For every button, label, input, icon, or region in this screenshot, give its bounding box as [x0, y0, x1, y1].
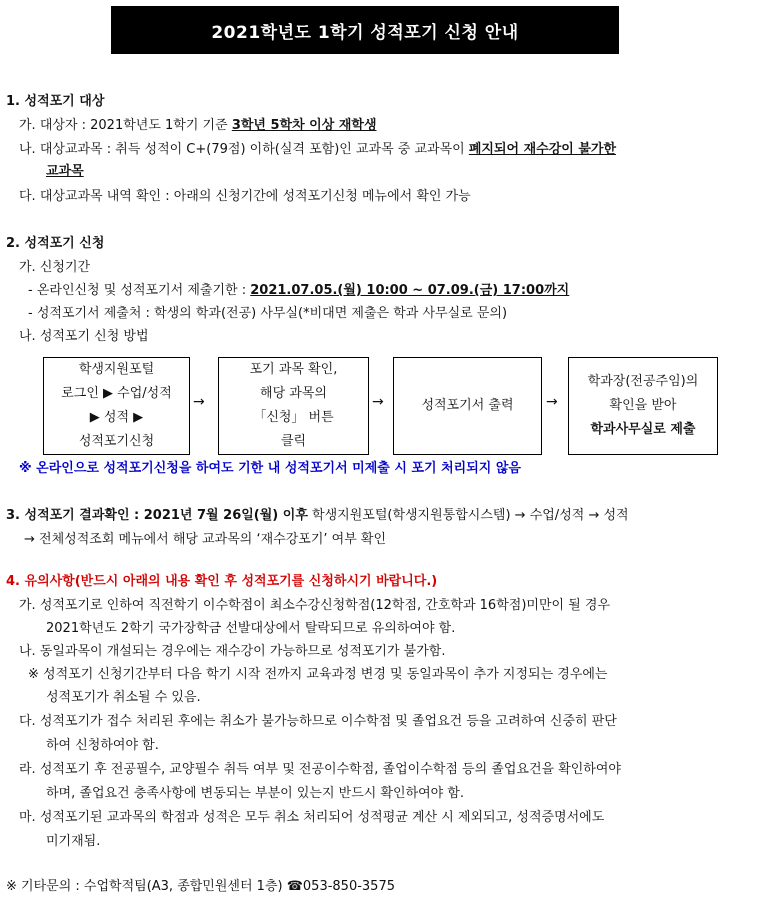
- section4-item-da-cont: 하여 신청하여야 함.: [46, 738, 159, 753]
- section3-line1: [6, 506, 629, 526]
- section3-line2: → 전체성적조회 메뉴에서 해당 교과목의 ‘재수강포기’ 여부 확인: [24, 532, 387, 547]
- section3-heading: 3. 성적포기 결과확인 : 2021년 7월 26일(월) 이후: [6, 508, 308, 523]
- section1-na-text: 나. 대상교과목 : 취득 성적이 C+(79점) 이하(실격 포함)인 교과목 중 교과목이: [19, 142, 469, 157]
- section4-item-ma-cont: 미기재됨.: [46, 834, 101, 849]
- section1-item-ga: [19, 116, 377, 136]
- flow-step-2-line: 「신청」 버튼: [253, 410, 334, 425]
- section4-item-ra: 라. 성적포기 후 전공필수, 교양필수 취득 여부 및 전공이수학점, 졸업이수학점 등의 졸업요건을 확인하여야: [19, 762, 621, 777]
- flow-step-2-line: 클릭: [280, 434, 307, 449]
- flow-step-4-line: 학과장(전공주임)의: [587, 374, 699, 389]
- section4-note: ※ 성적포기 신청기간부터 다음 학기 시작 전까지 교육과정 변경 및 동일과목이 추가 지정되는 경우에는: [28, 667, 608, 682]
- flow-step-2: [218, 357, 369, 455]
- flow-step-3-line: 성적포기서 출력: [421, 398, 514, 413]
- section1-na-emphasis: 폐지되어 재수강이 불가한: [468, 142, 617, 157]
- section4-item-da: 다. 성적포기가 접수 처리된 후에는 취소가 불가능하므로 이수학점 및 졸업요건 등을 고려하여 신중히 판단: [19, 714, 617, 729]
- flow-step-1-line: 로그인 ▶ 수업/성적: [61, 386, 172, 401]
- section1-na-emphasis-cont: 교과목: [46, 164, 84, 179]
- section4-item-ra-cont: 하며, 졸업요건 충족사항에 변동되는 부분이 있는지 반드시 확인하여야 함.: [46, 786, 465, 801]
- contact-info: ※ 기타문의 : 수업학적팀(A3, 종합민원센터 1층) ☎053-850-3575: [6, 879, 395, 894]
- section1-ga-text: 가. 대상자 : 2021학년도 1학기 기준: [19, 118, 232, 133]
- section4-item-ma: 마. 성적포기된 교과목의 학점과 성적은 모두 취소 처리되어 성적평균 계산 시 제외되고, 성적증명서에도: [19, 810, 605, 825]
- page-title: 2021학년도 1학기 성적포기 신청 안내: [111, 6, 619, 54]
- section2-item-ga: 가. 신청기간: [19, 260, 91, 275]
- flow-arrow: →: [372, 394, 384, 410]
- flow-step-1-line: 성적포기신청: [78, 434, 155, 449]
- section2-note: ※ 온라인으로 성적포기신청을 하여도 기한 내 성적포기서 미제출 시 포기 처리되지 않음: [19, 461, 521, 476]
- section2-heading: 2. 성적포기 신청: [6, 236, 105, 251]
- flow-step-2-line: 포기 과목 확인,: [249, 362, 338, 377]
- section2-deadline: [28, 281, 569, 301]
- flow-step-4-emphasis: 학과사무실로 제출: [590, 422, 696, 437]
- section4-item-na: 나. 동일과목이 개설되는 경우에는 재수강이 가능하므로 성적포기가 불가함.: [19, 644, 446, 659]
- section1-ga-emphasis: 3학년 5학차 이상 재학생: [231, 118, 377, 133]
- section4-item-ga: 가. 성적포기로 인하여 직전학기 이수학점이 최소수강신청학점(12학점, 간호학과 16학점)미만이 될 경우: [19, 598, 611, 613]
- section2-deadline-value: 2021.07.05.(월) 10:00 ~ 07.09.(금) 17:00까지: [250, 283, 570, 298]
- section1-heading: 1. 성적포기 대상: [6, 94, 105, 109]
- section1-item-da: 다. 대상교과목 내역 확인 : 아래의 신청기간에 성적포기신청 메뉴에서 확인 가능: [19, 189, 471, 204]
- section4-note-cont: 성적포기가 취소될 수 있음.: [46, 690, 201, 705]
- flow-step-3: [393, 357, 542, 455]
- section1-item-na: [19, 140, 616, 160]
- section3-path: 학생지원포털(학생지원통합시스템) → 수업/성적 → 성적: [307, 508, 629, 523]
- flow-step-2-line: 해당 과목의: [260, 386, 327, 401]
- section2-item-na: 나. 성적포기 신청 방법: [19, 329, 149, 344]
- flow-step-4-line: 확인을 받아: [609, 398, 677, 413]
- flow-arrow: →: [546, 394, 558, 410]
- flow-step-1-line: 학생지원포털: [78, 362, 155, 377]
- flow-arrow: →: [193, 394, 205, 410]
- flow-step-4: [568, 357, 718, 455]
- flow-step-1: [43, 357, 190, 455]
- section4-heading: 4. 유의사항(반드시 아래의 내용 확인 후 성적포기를 신청하시기 바랍니다.): [6, 574, 438, 589]
- section4-item-ga-cont: 2021학년도 2학기 국가장학금 선발대상에서 탈락되므로 유의하여야 함.: [46, 621, 456, 636]
- section2-submission-place: - 성적포기서 제출처 : 학생의 학과(전공) 사무실(*비대면 제출은 학과 사무실로 문의): [28, 306, 508, 321]
- flow-step-1-line: ▶ 성적 ▶: [89, 410, 144, 425]
- section2-deadline-label: - 온라인신청 및 성적포기서 제출기한 :: [28, 283, 251, 298]
